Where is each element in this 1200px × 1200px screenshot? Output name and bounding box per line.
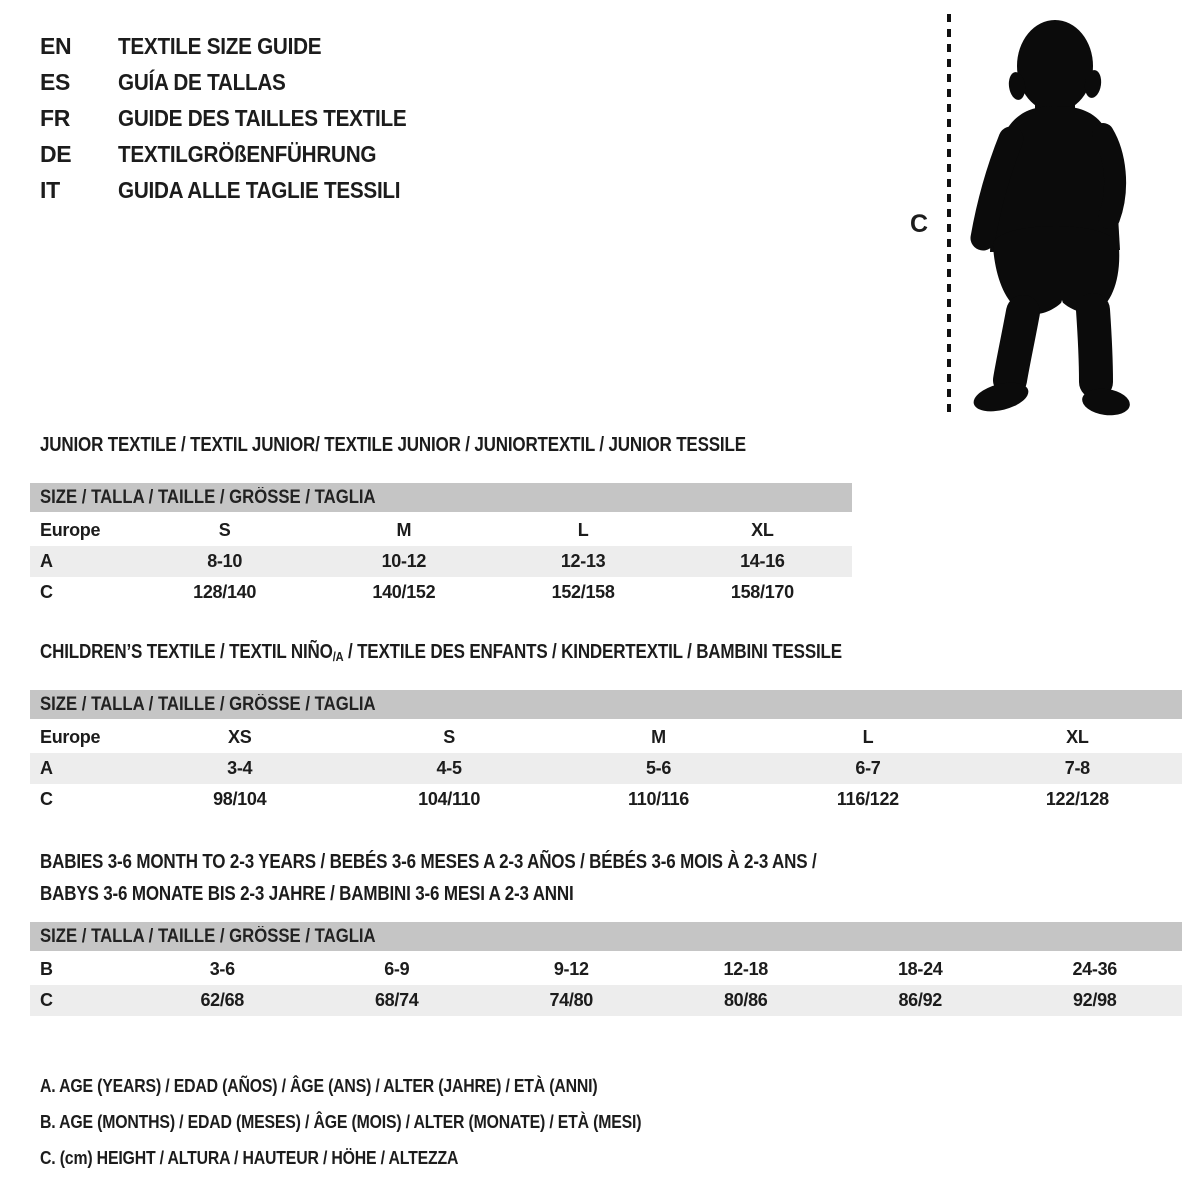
age-cell: 7-8 xyxy=(1064,758,1090,778)
months-cell: 9-12 xyxy=(553,959,589,979)
height-dashed-line xyxy=(947,14,951,418)
babies-section-title xyxy=(40,846,954,910)
size-cell: S xyxy=(443,727,455,747)
months-cell: 3-6 xyxy=(209,959,235,979)
children-title-sub: /A xyxy=(332,649,344,664)
table-row-height xyxy=(30,577,852,608)
legend-line-c: C. (cm) HEIGHT / ALTURA / HAUTEUR / HÖHE / ALTEZZA xyxy=(40,1148,459,1168)
table-row-age xyxy=(30,753,1182,784)
guide-title: TEXTILGRÖßENFÜHRUNG xyxy=(118,141,377,167)
height-cell: 122/128 xyxy=(1045,789,1109,809)
height-cell: 68/74 xyxy=(374,990,419,1010)
size-cell: L xyxy=(862,727,874,747)
height-cell: 86/92 xyxy=(898,990,943,1010)
months-cell: 12-18 xyxy=(723,959,769,979)
size-cell: L xyxy=(577,520,589,540)
months-cell: 6-9 xyxy=(384,959,410,979)
babies-title-line2: BABYS 3-6 MONATE BIS 2-3 JAHRE / BAMBINI 3-6 MESI A 2-3 ANNI xyxy=(40,883,574,905)
months-cell: 18-24 xyxy=(897,959,943,979)
legend-line-b: B. AGE (MONTHS) / EDAD (MESES) / ÂGE (MOIS) / ALTER (MONATE) / ETÀ (MESI) xyxy=(40,1112,642,1132)
row-label: Europe xyxy=(40,520,101,540)
table-row-months xyxy=(30,954,1182,985)
legend-line-a: A. AGE (YEARS) / EDAD (AÑOS) / ÂGE (ANS) / ALTER (JAHRE) / ETÀ (ANNI) xyxy=(40,1076,598,1096)
guide-title: GUIDA ALLE TAGLIE TESSILI xyxy=(118,177,401,203)
height-cell: 140/152 xyxy=(372,582,436,602)
age-cell: 8-10 xyxy=(207,551,243,571)
height-cell: 110/116 xyxy=(628,789,689,809)
row-label: C xyxy=(40,789,53,809)
size-cell: XL xyxy=(751,520,774,540)
language-code: ES xyxy=(40,69,71,95)
children-title-prefix: CHILDREN’S TEXTILE / TEXTIL NIÑO xyxy=(40,641,333,663)
children-title-suffix: / TEXTILE DES ENFANTS / KINDERTEXTIL / BAMBINI TESSILE xyxy=(343,641,842,663)
toddler-silhouette-icon xyxy=(963,14,1135,416)
height-cell: 152/158 xyxy=(551,582,615,602)
height-cell: 92/98 xyxy=(1072,990,1117,1010)
size-header-bar: SIZE / TALLA / TAILLE / GRÖSSE / TAGLIA xyxy=(30,690,1182,719)
height-cell: 98/104 xyxy=(213,789,267,809)
age-cell: 14-16 xyxy=(740,551,785,571)
size-cell: XL xyxy=(1066,727,1089,747)
size-cell: XS xyxy=(227,727,252,747)
height-measure-label: C xyxy=(910,210,929,238)
table-row-europe xyxy=(30,515,852,546)
row-label: A xyxy=(40,551,53,571)
guide-title: GUÍA DE TALLAS xyxy=(118,69,286,95)
language-code: DE xyxy=(40,141,72,167)
junior-size-table xyxy=(30,483,852,608)
measurement-legend xyxy=(40,1068,723,1176)
size-header-bar: SIZE / TALLA / TAILLE / GRÖSSE / TAGLIA xyxy=(30,483,852,512)
row-label: B xyxy=(40,959,53,979)
junior-section-title: JUNIOR TEXTILE / TEXTIL JUNIOR/ TEXTILE JUNIOR / JUNIORTEXTIL / JUNIOR TESSILE xyxy=(40,434,746,456)
age-cell: 6-7 xyxy=(855,758,881,778)
height-cell: 74/80 xyxy=(549,990,594,1010)
babies-size-table xyxy=(30,922,1182,1016)
table-row-height xyxy=(30,784,1182,815)
size-cell: M xyxy=(651,727,666,747)
size-cell: M xyxy=(396,520,412,540)
height-cell: 128/140 xyxy=(193,582,257,602)
size-cell: S xyxy=(218,520,231,540)
size-header-bar: SIZE / TALLA / TAILLE / GRÖSSE / TAGLIA xyxy=(30,922,1182,951)
months-cell: 24-36 xyxy=(1072,959,1118,979)
age-cell: 4-5 xyxy=(436,758,462,778)
row-label: C xyxy=(40,582,53,602)
age-cell: 5-6 xyxy=(645,758,672,778)
row-label: C xyxy=(40,990,53,1010)
guide-title: TEXTILE SIZE GUIDE xyxy=(118,33,322,59)
age-cell: 3-4 xyxy=(227,758,253,778)
language-code: EN xyxy=(40,33,72,59)
language-row-fr xyxy=(40,100,439,136)
language-row-de xyxy=(40,136,439,172)
height-cell: 80/86 xyxy=(723,990,768,1010)
language-row-en xyxy=(40,28,439,64)
children-size-table xyxy=(30,690,1182,815)
height-cell: 104/110 xyxy=(418,789,481,809)
height-cell: 62/68 xyxy=(200,990,245,1010)
language-row-es xyxy=(40,64,439,100)
babies-title-line1: BABIES 3-6 MONTH TO 2-3 YEARS / BEBÉS 3-6 MESES A 2-3 AÑOS / BÉBÉS 3-6 MOIS À 2-3 ANS / xyxy=(40,851,817,873)
age-cell: 12-13 xyxy=(560,551,606,571)
language-title-list xyxy=(40,28,439,208)
children-section-title xyxy=(40,641,983,664)
language-code: FR xyxy=(40,105,71,131)
table-row-height xyxy=(30,985,1182,1016)
language-row-it xyxy=(40,172,439,208)
row-label: Europe xyxy=(40,727,101,747)
table-row-europe xyxy=(30,722,1182,753)
age-cell: 10-12 xyxy=(381,551,427,571)
guide-title: GUIDE DES TAILLES TEXTILE xyxy=(118,105,407,131)
height-cell: 116/122 xyxy=(836,789,899,809)
height-cell: 158/170 xyxy=(730,582,794,602)
row-label: A xyxy=(40,758,53,778)
language-code: IT xyxy=(40,177,60,203)
table-row-age xyxy=(30,546,852,577)
